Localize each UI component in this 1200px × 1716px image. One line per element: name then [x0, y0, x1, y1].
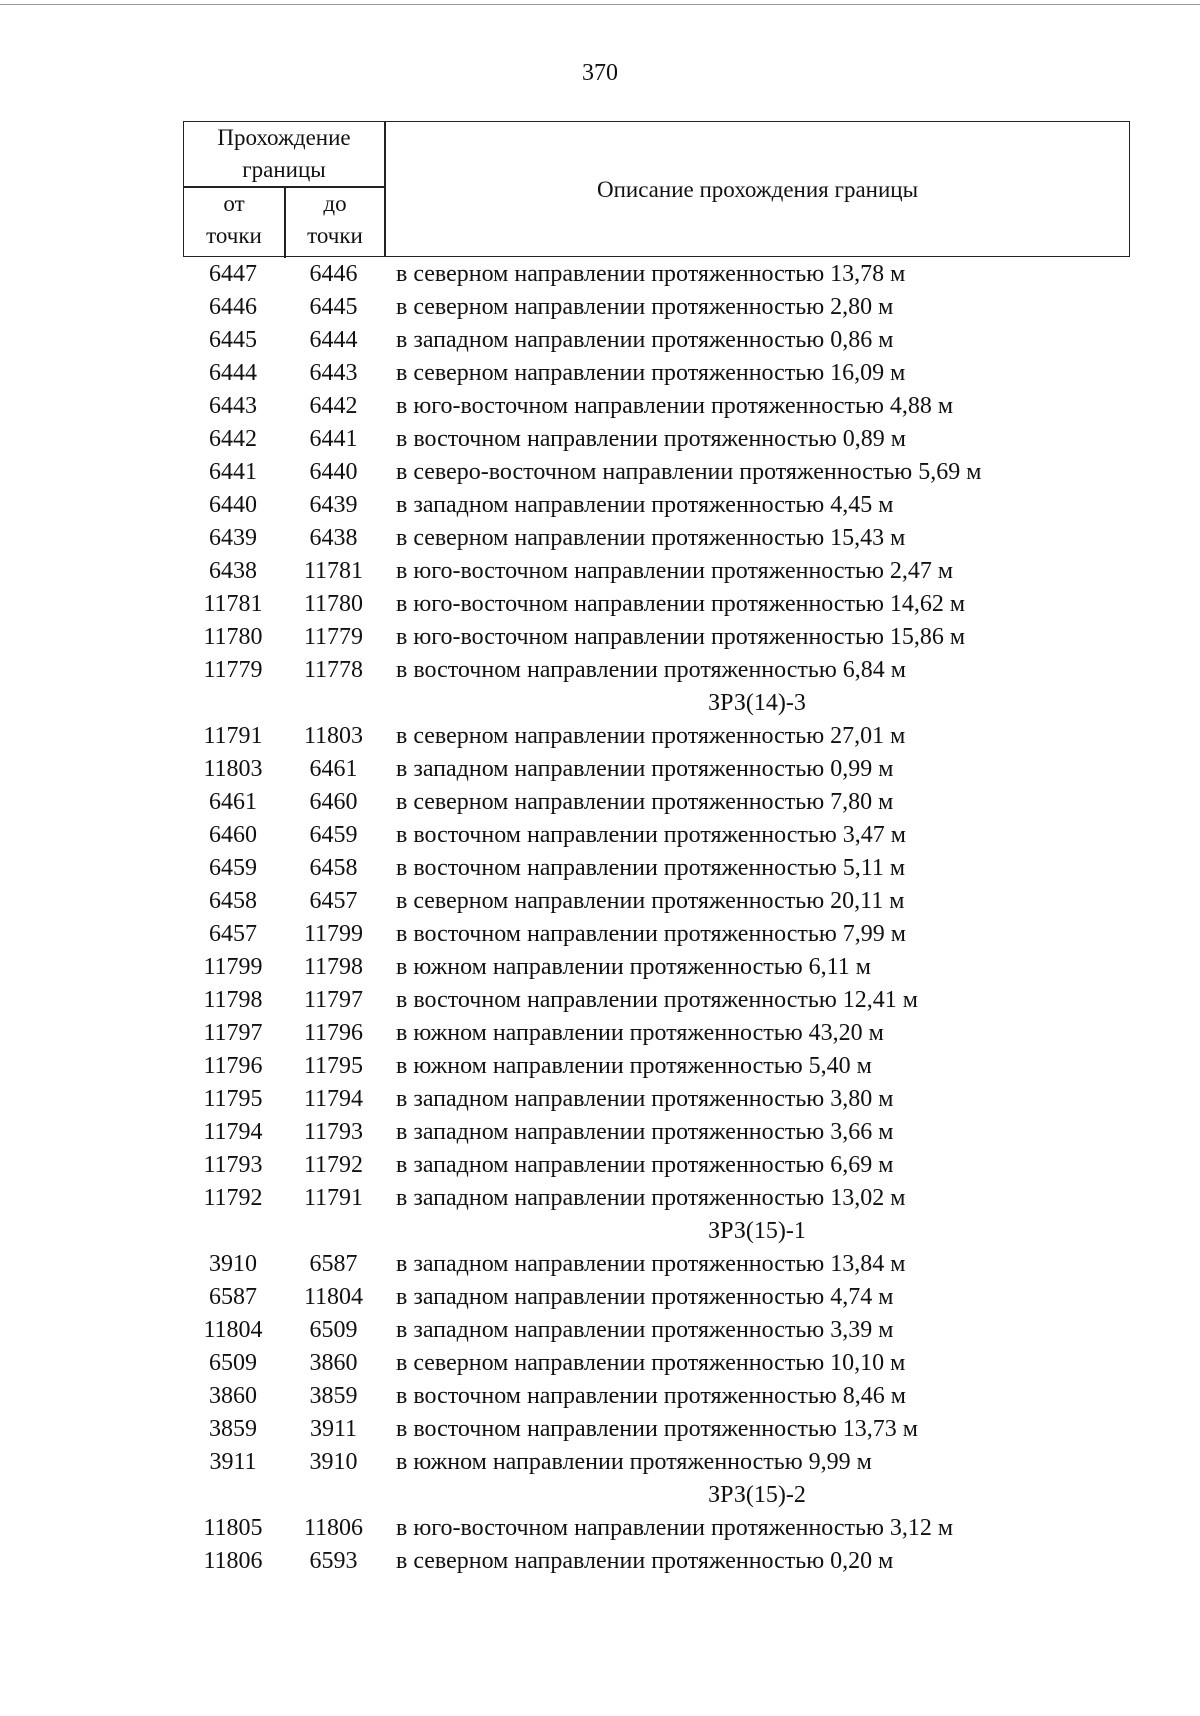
to-point: 11793: [303, 1119, 364, 1145]
table-row: [183, 819, 1130, 852]
boundary-description: в южном направлении протяженностью 43,20 м: [396, 1020, 884, 1046]
to-point: 6509: [309, 1317, 358, 1343]
to-point: 3911: [309, 1416, 358, 1442]
from-point: 11796: [203, 1053, 263, 1079]
table-row: [183, 621, 1130, 654]
to-point: 6438: [309, 525, 358, 551]
boundary-description: в северном направлении протяженностью 13,78 м: [396, 261, 906, 287]
from-point: 6439: [209, 525, 257, 551]
table-row: [183, 1347, 1130, 1380]
from-point: 6443: [209, 393, 257, 419]
boundary-description: в восточном направлении протяженностью 8,46 м: [396, 1383, 906, 1409]
header-to-point: до точки: [307, 191, 363, 248]
from-point: 11781: [203, 591, 263, 617]
to-point: 6443: [309, 360, 358, 386]
boundary-description: в западном направлении протяженностью 0,99 м: [396, 756, 894, 782]
table-row: [183, 852, 1130, 885]
boundary-description: в юго-восточном направлении протяженностью 2,47 м: [396, 558, 954, 584]
page-number: 370: [582, 60, 618, 86]
table-row: [183, 720, 1130, 753]
table-row: [183, 1050, 1130, 1083]
to-point: 6440: [309, 459, 358, 485]
table-row: [183, 1248, 1130, 1281]
to-point: 6442: [309, 393, 358, 419]
to-point: 11781: [303, 558, 364, 584]
table-row: [183, 357, 1130, 390]
boundary-description: в восточном направлении протяженностью 7,99 м: [396, 921, 906, 947]
to-point: 3860: [309, 1350, 358, 1376]
boundary-description: в западном направлении протяженностью 13,02 м: [396, 1185, 906, 1211]
from-point: 6446: [209, 294, 257, 320]
boundary-description: в северном направлении протяженностью 27,01 м: [396, 723, 906, 749]
table-row: [183, 1116, 1130, 1149]
from-point: 11780: [203, 624, 263, 650]
boundary-description: в юго-восточном направлении протяженностью 15,86 м: [396, 624, 966, 650]
to-point: 6460: [309, 789, 358, 815]
from-point: 3859: [209, 1416, 257, 1442]
boundary-description: в северном направлении протяженностью 20,11 м: [396, 888, 905, 914]
table-row: [183, 1083, 1130, 1116]
table-row: [183, 522, 1130, 555]
from-point: 6587: [209, 1284, 257, 1310]
from-point: 11798: [203, 987, 263, 1013]
boundary-description: в восточном направлении протяженностью 0,89 м: [396, 426, 906, 452]
header-passage: Прохождение границы: [217, 125, 351, 182]
to-point: 11780: [303, 591, 364, 617]
from-point: 6438: [209, 558, 257, 584]
boundary-description: в западном направлении протяженностью 13,84 м: [396, 1251, 906, 1277]
from-point: 6447: [209, 261, 257, 287]
to-point: 11798: [303, 954, 364, 980]
header-divider-from-to: [284, 186, 286, 258]
from-point: 11795: [203, 1086, 263, 1112]
table-row: [183, 1182, 1130, 1215]
header-description: Описание прохождения границы: [596, 177, 919, 202]
boundary-description: в северном направлении протяженностью 7,80 м: [396, 789, 894, 815]
boundary-description: в восточном направлении протяженностью 13,73 м: [396, 1416, 918, 1442]
from-point: 6442: [209, 426, 257, 452]
from-point: 6444: [209, 360, 257, 386]
table-row: [183, 984, 1130, 1017]
boundary-description: в юго-восточном направлении протяженностью 4,88 м: [396, 393, 954, 419]
to-point: 11795: [303, 1053, 364, 1079]
to-point: 11806: [303, 1515, 364, 1541]
table-header: [183, 121, 1130, 257]
boundary-description: в восточном направлении протяженностью 5,11 м: [396, 855, 906, 881]
table-row: [183, 324, 1130, 357]
to-point: 11797: [303, 987, 364, 1013]
boundary-description: в юго-восточном направлении протяженностью 14,62 м: [396, 591, 966, 617]
boundary-description: в западном направлении протяженностью 6,69 м: [396, 1152, 894, 1178]
from-point: 11805: [203, 1515, 263, 1541]
table-row: [183, 456, 1130, 489]
boundary-table-body: [183, 258, 1130, 1578]
table-row: [183, 1413, 1130, 1446]
to-point: 6445: [309, 294, 358, 320]
to-point: 11799: [303, 921, 364, 947]
from-point: 6441: [209, 459, 257, 485]
to-point: 6441: [309, 426, 358, 452]
to-point: 6587: [309, 1251, 358, 1277]
table-row: [183, 885, 1130, 918]
to-point: 3910: [309, 1449, 358, 1475]
boundary-description: в северном направлении протяженностью 15,43 м: [396, 525, 906, 551]
from-point: 11794: [203, 1119, 263, 1145]
table-row: [183, 555, 1130, 588]
table-row: [183, 1512, 1130, 1545]
to-point: 6458: [309, 855, 358, 881]
from-point: 11806: [203, 1548, 263, 1574]
table-row: [183, 291, 1130, 324]
from-point: 11803: [203, 756, 263, 782]
to-point: 11791: [303, 1185, 364, 1211]
boundary-description: в западном направлении протяженностью 4,45 м: [396, 492, 894, 518]
boundary-description: в северо-восточном направлении протяженностью 5,69 м: [396, 459, 982, 485]
boundary-description: в западном направлении протяженностью 3,80 м: [396, 1086, 894, 1112]
from-point: 11804: [203, 1317, 263, 1343]
to-point: 6446: [309, 261, 358, 287]
to-point: 6593: [309, 1548, 358, 1574]
table-row: [183, 390, 1130, 423]
table-row: [183, 1017, 1130, 1050]
section-heading: ЗРЗ(14)-3: [708, 690, 806, 716]
boundary-description: в южном направлении протяженностью 9,99 м: [396, 1449, 872, 1475]
from-point: 6509: [209, 1350, 257, 1376]
from-point: 6457: [209, 921, 257, 947]
boundary-description: в западном направлении протяженностью 4,74 м: [396, 1284, 894, 1310]
table-row: [183, 1545, 1130, 1578]
from-point: 3911: [209, 1449, 257, 1475]
to-point: 11794: [303, 1086, 364, 1112]
boundary-description: в северном направлении протяженностью 10,10 м: [396, 1350, 906, 1376]
boundary-description: в западном направлении протяженностью 3,39 м: [396, 1317, 894, 1343]
table-row: [183, 1446, 1130, 1479]
boundary-description: в южном направлении протяженностью 5,40 м: [396, 1053, 872, 1079]
table-row: [183, 1149, 1130, 1182]
from-point: 6461: [209, 789, 257, 815]
from-point: 11792: [203, 1185, 263, 1211]
boundary-description: в западном направлении протяженностью 3,66 м: [396, 1119, 894, 1145]
table-row: [183, 489, 1130, 522]
to-point: 11778: [303, 657, 364, 683]
section-heading: ЗРЗ(15)-1: [708, 1218, 806, 1244]
boundary-description: в южном направлении протяженностью 6,11 м: [396, 954, 871, 980]
table-row: [183, 1281, 1130, 1314]
table-row: [183, 753, 1130, 786]
from-point: 3860: [209, 1383, 257, 1409]
table-row: [183, 258, 1130, 291]
section-heading: ЗРЗ(15)-2: [708, 1482, 806, 1508]
table-row: [183, 588, 1130, 621]
table-row: [183, 786, 1130, 819]
from-point: 3910: [209, 1251, 257, 1277]
table-row: [183, 951, 1130, 984]
from-point: 6458: [209, 888, 257, 914]
boundary-description: в восточном направлении протяженностью 3,47 м: [396, 822, 906, 848]
from-point: 6459: [209, 855, 257, 881]
table-row: [183, 423, 1130, 456]
to-point: 6444: [309, 327, 358, 353]
from-point: 6460: [209, 822, 257, 848]
header-from-point: от точки: [206, 191, 262, 248]
to-point: 11792: [303, 1152, 364, 1178]
boundary-description: в западном направлении протяженностью 0,86 м: [396, 327, 894, 353]
table-row: [183, 1380, 1130, 1413]
to-point: 6439: [309, 492, 358, 518]
boundary-description: в восточном направлении протяженностью 12,41 м: [396, 987, 918, 1013]
to-point: 11803: [303, 723, 364, 749]
to-point: 6457: [309, 888, 358, 914]
from-point: 11791: [203, 723, 263, 749]
from-point: 6440: [209, 492, 257, 518]
from-point: 11779: [203, 657, 263, 683]
from-point: 6445: [209, 327, 257, 353]
boundary-description: в восточном направлении протяженностью 6,84 м: [396, 657, 906, 683]
boundary-description: в юго-восточном направлении протяженностью 3,12 м: [396, 1515, 954, 1541]
table-row: [183, 654, 1130, 687]
top-border-line: [0, 4, 1200, 5]
from-point: 11793: [203, 1152, 263, 1178]
to-point: 11796: [303, 1020, 364, 1046]
table-row: [183, 1314, 1130, 1347]
to-point: 6459: [309, 822, 358, 848]
table-row: [183, 918, 1130, 951]
boundary-description: в северном направлении протяженностью 2,80 м: [396, 294, 894, 320]
from-point: 11799: [203, 954, 263, 980]
to-point: 6461: [309, 756, 358, 782]
to-point: 11804: [303, 1284, 364, 1310]
to-point: 3859: [309, 1383, 358, 1409]
boundary-description: в северном направлении протяженностью 0,20 м: [396, 1548, 894, 1574]
boundary-description: в северном направлении протяженностью 16,09 м: [396, 360, 906, 386]
from-point: 11797: [203, 1020, 263, 1046]
to-point: 11779: [303, 624, 364, 650]
